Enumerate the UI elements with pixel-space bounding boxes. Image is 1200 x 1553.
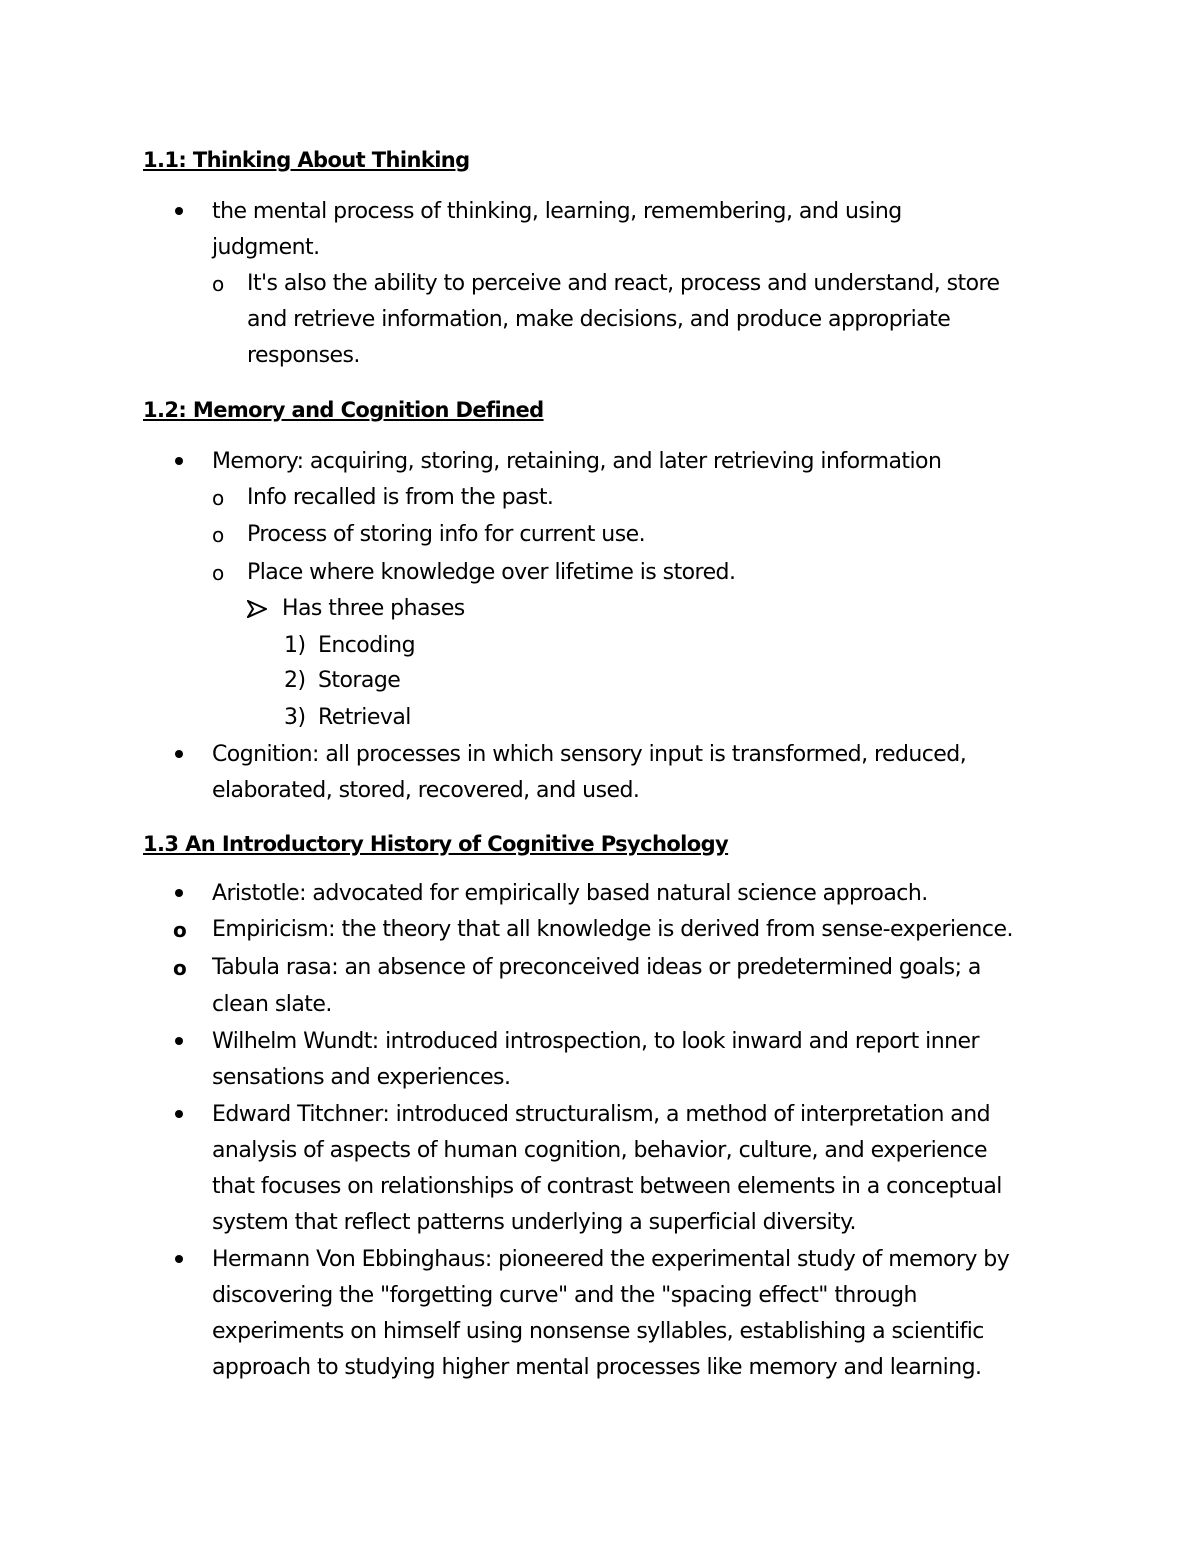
list-number: 2) — [284, 668, 306, 693]
sub-bullet-text-line: It's also the ability to perceive and react, process and understand, store — [247, 271, 1000, 296]
sub-bullet-text-line: and retrieve information, make decisions, and produce appropriate — [247, 307, 951, 332]
sub-bullet-text-line: Process of storing info for current use. — [247, 522, 646, 547]
bullet-text-line: Wilhelm Wundt: introduced introspection, to look inward and report inner — [212, 1029, 979, 1054]
sub-bullet-text-line: Place where knowledge over lifetime is stored. — [247, 560, 736, 585]
bullet-text-line: Aristotle: advocated for empirically based natural science approach. — [212, 881, 928, 906]
bullet-text-line: Edward Titchner: introduced structuralism, a method of interpretation and — [212, 1102, 991, 1127]
bullet-text-line: Empiricism: the theory that all knowledge is derived from sense-experience. — [212, 917, 1013, 942]
bullet-text-line: Cognition: all processes in which sensory input is transformed, reduced, — [212, 742, 967, 767]
sub-bullet-circle-icon: o — [212, 272, 225, 296]
bullet-dot-icon — [175, 750, 183, 758]
sub-bullet-text-line: responses. — [247, 343, 360, 368]
section-heading-1-2: 1.2: Memory and Cognition Defined — [143, 398, 544, 422]
arrowhead-bullet-icon — [247, 600, 267, 618]
bullet-text-line: analysis of aspects of human cognition, behavior, culture, and experience — [212, 1138, 988, 1163]
bullet-text-line: sensations and experiences. — [212, 1065, 511, 1090]
numbered-item-text: Encoding — [318, 633, 415, 658]
bullet-text-line: Memory: acquiring, storing, retaining, and later retrieving information — [212, 449, 942, 474]
sub-bullet-circle-icon: o — [212, 486, 225, 510]
bullet-text-line: elaborated, stored, recovered, and used. — [212, 778, 640, 803]
bullet-text-line: Tabula rasa: an absence of preconceived ideas or predetermined goals; a — [212, 955, 981, 980]
bullet-text-line: discovering the "forgetting curve" and the "spacing effect" through — [212, 1283, 917, 1308]
bullet-dot-icon — [175, 457, 183, 465]
bullet-text-line: clean slate. — [212, 992, 332, 1017]
list-number: 3) — [284, 705, 306, 730]
bullet-text-line: that focuses on relationships of contrast between elements in a conceptual — [212, 1174, 1002, 1199]
section-heading-1-1: 1.1: Thinking About Thinking — [143, 148, 470, 172]
bullet-dot-icon — [175, 207, 183, 215]
bullet-text-line: system that reflect patterns underlying a superficial diversity. — [212, 1210, 856, 1235]
section-heading-1-3: 1.3 An Introductory History of Cognitive Psychology — [143, 832, 729, 856]
sub-sub-bullet-text-line: Has three phases — [282, 596, 465, 621]
bold-circle-bullet-icon: o — [173, 918, 187, 942]
bullet-text-line: experiments on himself using nonsense syllables, establishing a scientific — [212, 1319, 984, 1344]
bullet-text-line: Hermann Von Ebbinghaus: pioneered the experimental study of memory by — [212, 1247, 1010, 1272]
bold-circle-bullet-icon: o — [173, 956, 187, 980]
numbered-item-text: Retrieval — [318, 705, 411, 730]
bullet-dot-icon — [175, 889, 183, 897]
sub-bullet-text-line: Info recalled is from the past. — [247, 485, 554, 510]
bullet-text-line: judgment. — [212, 235, 320, 260]
bullet-dot-icon — [175, 1110, 183, 1118]
sub-bullet-circle-icon: o — [212, 561, 225, 585]
bullet-text-line: approach to studying higher mental processes like memory and learning. — [212, 1355, 982, 1380]
bullet-dot-icon — [175, 1255, 183, 1263]
bullet-dot-icon — [175, 1037, 183, 1045]
sub-bullet-circle-icon: o — [212, 523, 225, 547]
bullet-text-line: the mental process of thinking, learning, remembering, and using — [212, 199, 902, 224]
list-number: 1) — [284, 633, 306, 658]
numbered-item-text: Storage — [318, 668, 401, 693]
